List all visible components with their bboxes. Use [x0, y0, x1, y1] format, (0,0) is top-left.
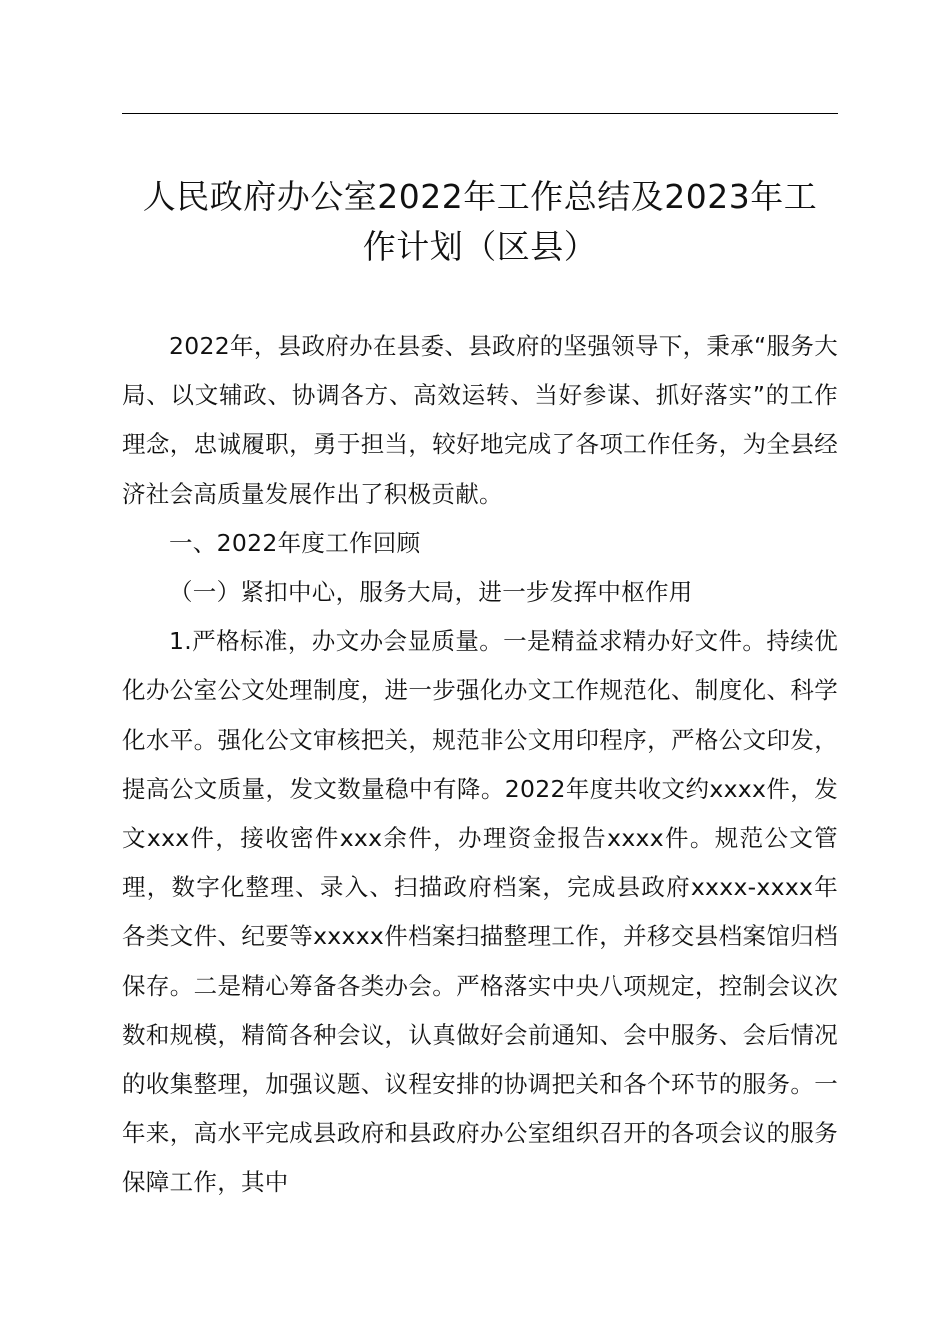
- title-line-2: 作计划（区县）: [362, 227, 598, 266]
- header-rule: [122, 113, 838, 114]
- body-paragraph: 1.严格标准，办文办会显质量。一是精益求精办好文件。持续优化办公室公文处理制度，进一步强化办文工作规范化、制度化、科学化水平。强化公文审核把关，规范非公文用印程序，严格公文印发，提高公文质量，发文数量稳中有降。2022年度共收文约xxxx件，发文xxx件，接收密件xxx余件，办理资金报告xxxx件。规范公文管理，数字化整理、录入、扫描政府档案，完成县政府xxxx-xxxx年各类文件、纪要等xxxxx件档案扫描整理工作，并移交县档案馆归档保存。二是精心筹备各类办会。严格落实中央八项规定，控制会议次数和规模，精简各种会议，认真做好会前通知、会中服务、会后情况的收集整理，加强议题、议程安排的协调把关和各个环节的服务。一年来，高水平完成县政府和县政府办公室组织召开的各项会议的服务保障工作，其中: [122, 627, 838, 1197]
- page-title: [122, 172, 838, 272]
- subsection-heading: （一）紧扣中心，服务大局，进一步发挥中枢作用: [169, 578, 693, 607]
- section-heading: 一、2022年度工作回顾: [169, 528, 421, 557]
- intro-paragraph: 2022年，县政府办在县委、县政府的坚强领导下，秉承“服务大局、以文辅政、协调各方、高效运转、当好参谋、抓好落实”的工作理念，忠诚履职，勇于担当，较好地完成了各项工作任务，为全县经济社会高质量发展作出了积极贡献。: [122, 332, 838, 508]
- document-body: [122, 322, 838, 1208]
- title-line-1: 人民政府办公室2022年工作总结及2023年工: [142, 177, 818, 216]
